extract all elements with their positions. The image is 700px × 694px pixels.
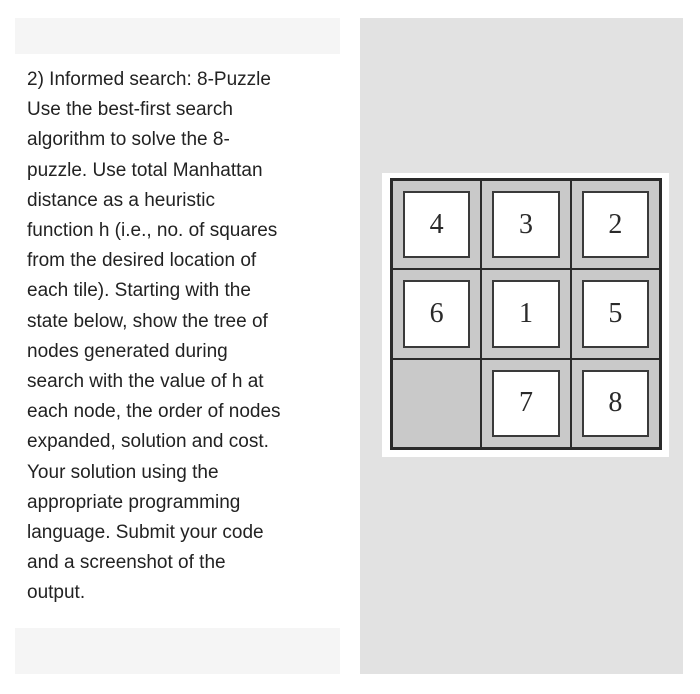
panel-top-band <box>15 18 340 54</box>
puzzle-cell <box>571 269 660 358</box>
puzzle-board <box>390 178 662 450</box>
puzzle-tile: 4 <box>403 191 470 258</box>
puzzle-tile: 8 <box>582 370 649 437</box>
puzzle-tile: 3 <box>492 191 559 258</box>
puzzle-tile: 6 <box>403 280 470 347</box>
puzzle-frame <box>382 173 669 457</box>
puzzle-cell <box>392 180 481 269</box>
puzzle-cell <box>481 269 570 358</box>
puzzle-cell <box>571 359 660 448</box>
puzzle-cell <box>392 269 481 358</box>
question-text: 2) Informed search: 8-Puzzle Use the best-first search algorithm to solve the 8- puzzle. Use total Manhattan distance as a heuristic function h (i.e., no. of squares from the desired location of each tile). Starting with the state below, show the tree of nodes generated during search with the value of h at each node, the order of nodes expanded, solution and cost. Your solution using the appropriate programming language. Submit your code and a screenshot of the output. <box>27 69 281 604</box>
puzzle-blank-cell <box>392 359 481 448</box>
puzzle-tile: 5 <box>582 280 649 347</box>
puzzle-cell <box>481 180 570 269</box>
puzzle-image-panel <box>360 18 683 674</box>
panel-bottom-band <box>15 628 340 674</box>
puzzle-tile: 7 <box>492 370 559 437</box>
puzzle-tile: 1 <box>492 280 559 347</box>
question-panel <box>15 18 340 674</box>
puzzle-tile: 2 <box>582 191 649 258</box>
puzzle-cell <box>481 359 570 448</box>
puzzle-cell <box>571 180 660 269</box>
